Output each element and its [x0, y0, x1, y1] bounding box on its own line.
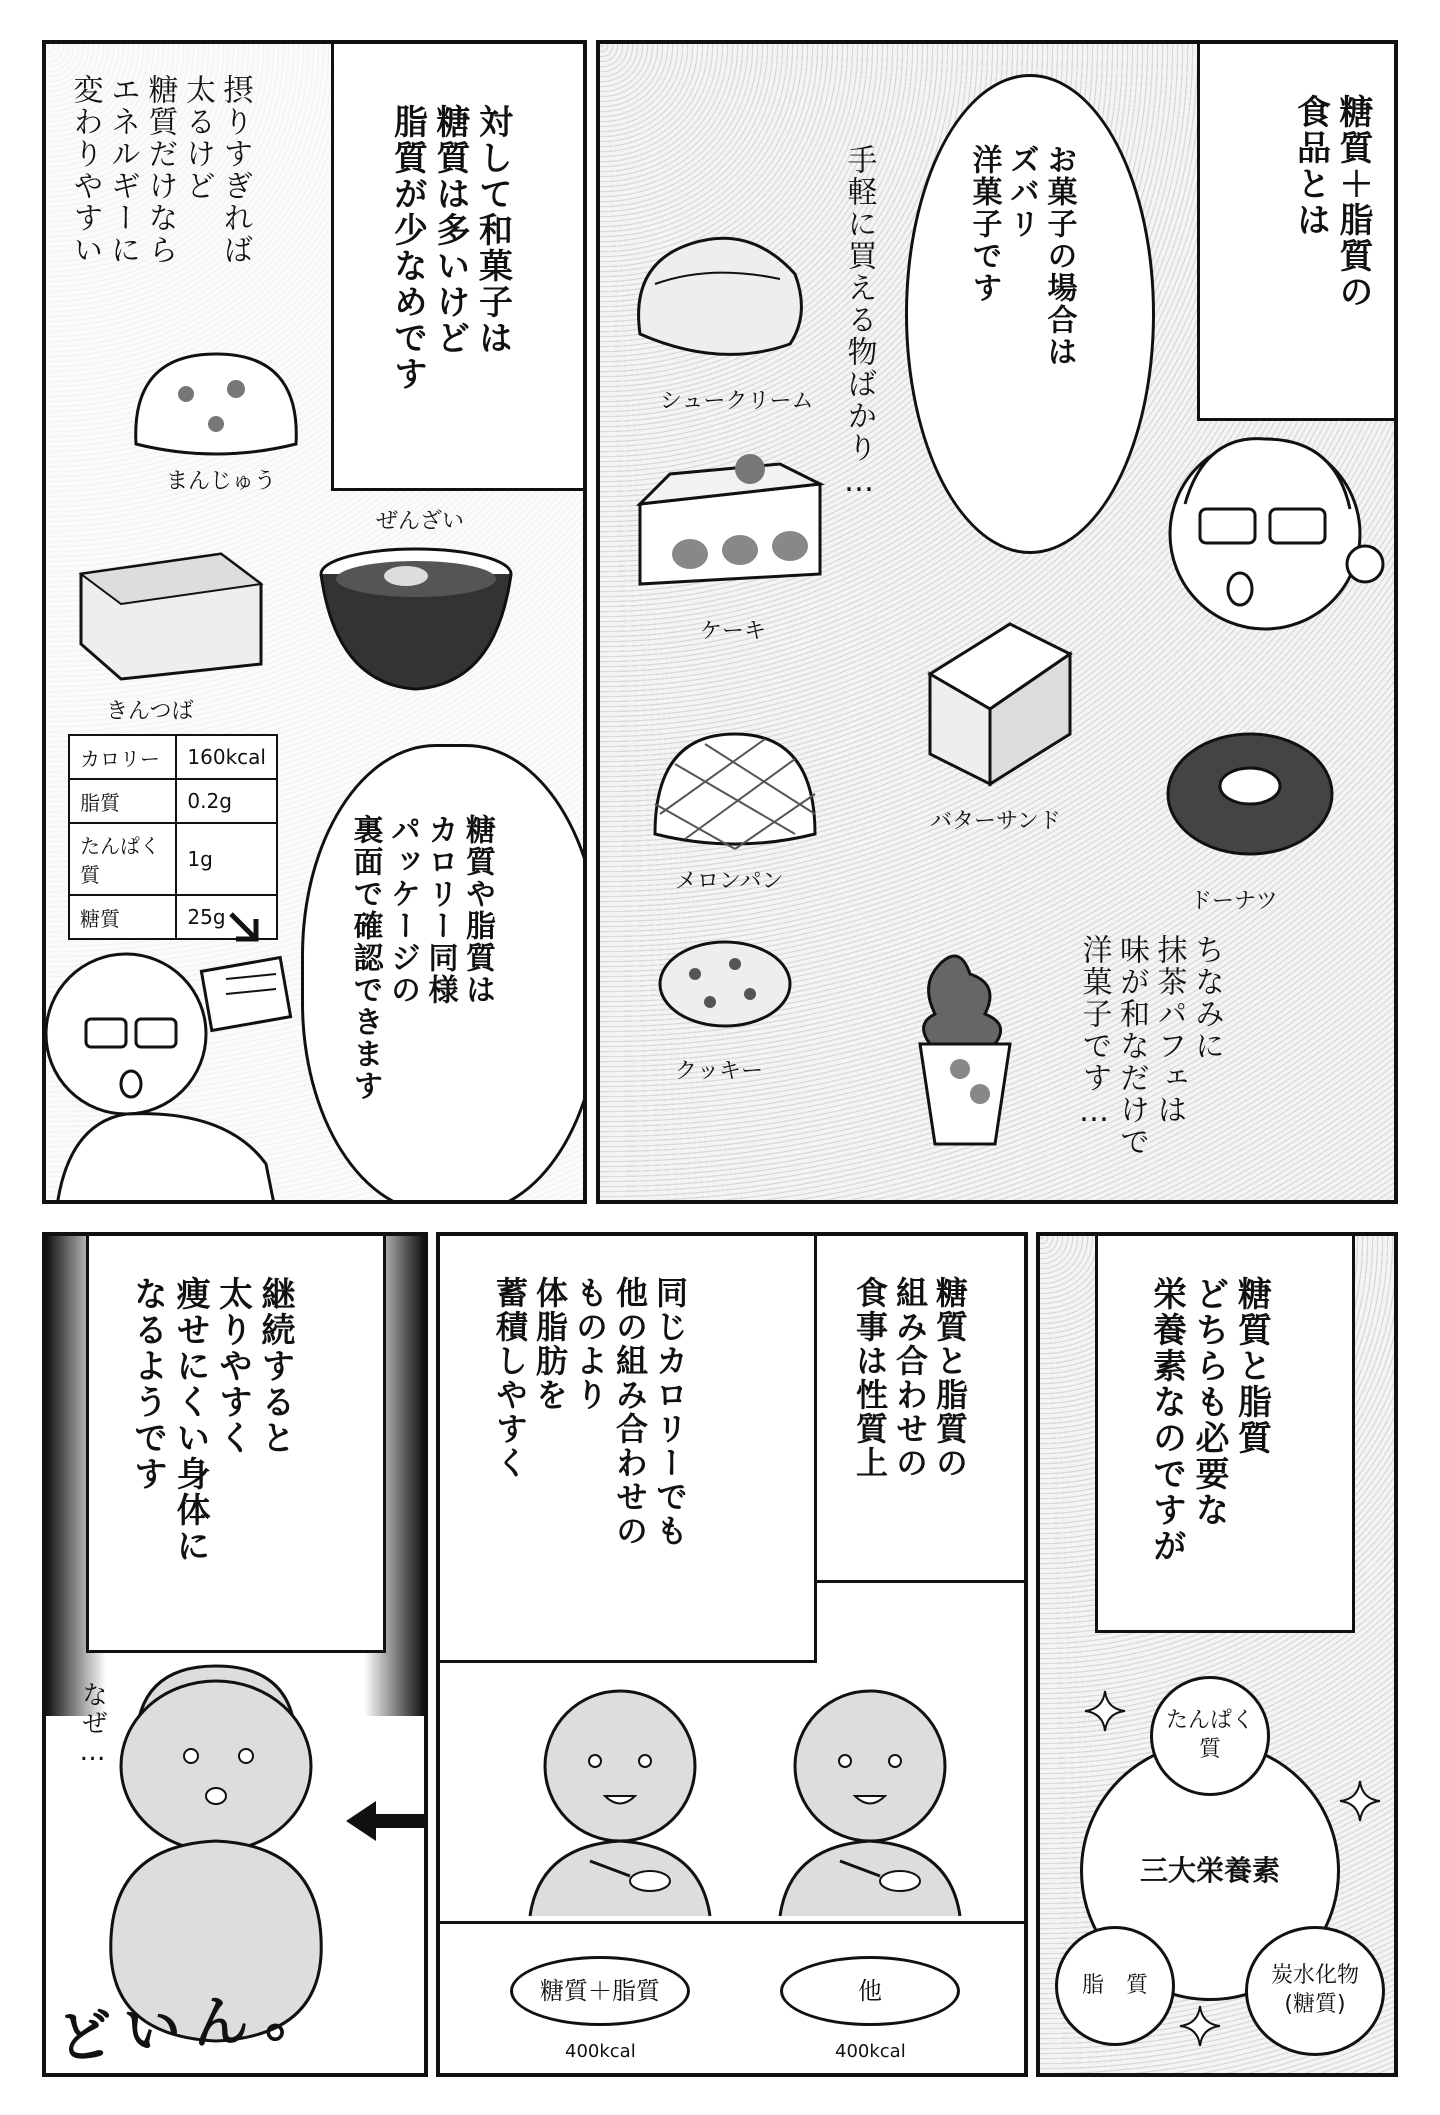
panel-japanese-sweets: [42, 40, 587, 1204]
caption-text-2: 同じカロリーでも 他の組み合わせの ものより 体脂肪を 蓄積しやすく: [491, 1276, 689, 1548]
character-right-eating: [760, 1676, 980, 1916]
label-butter-sandwich: バターサンド: [930, 809, 1061, 834]
label-zenzai: ぜんざい: [376, 509, 465, 534]
character-glasses: [1145, 414, 1385, 644]
label-sugar-fat: 糖質＋脂質: [510, 1956, 690, 2026]
cream-puff-icon: [630, 224, 810, 374]
naze-text: なぜ…: [77, 1681, 108, 1769]
nutrient-carb: 炭水化物 (糖質): [1245, 1926, 1385, 2056]
label-other: 他: [780, 1956, 960, 2026]
zenzai-bowl-icon: [316, 544, 516, 704]
butter-sandwich-icon: [910, 614, 1080, 804]
label-cake: ケーキ: [700, 619, 767, 644]
character-left-eating: [510, 1676, 730, 1916]
panel-gain-weight: [42, 1232, 428, 2077]
cookie-icon: [655, 934, 795, 1034]
kcal-left: 400kcal: [565, 2041, 636, 2062]
caption-text: 糖質＋脂質の 食品とは: [1290, 94, 1373, 310]
sparkle-icon: [1085, 1691, 1125, 1731]
caption-text: 糖質と脂質 どちらも必要な 栄養素なのですが: [1146, 1276, 1272, 1564]
kintsuba-icon: [71, 534, 271, 684]
label-manju: まんじゅう: [166, 469, 277, 494]
arrow-down-icon: [226, 909, 266, 949]
label-cookie: クッキー: [675, 1059, 764, 1084]
table-row: 糖質 25g: [69, 895, 277, 939]
sparkle-icon: [1180, 2006, 1220, 2046]
parfait-note: ちなみに 抹茶パフェは 味が和なだけで 洋菓子です…: [1076, 934, 1224, 1158]
donut-icon: [1160, 724, 1340, 864]
speech-text: お菓子の場合は ズバリ 洋菓子です: [966, 144, 1077, 368]
caption-text-1: 糖質と脂質の 組み合わせの 食事は性質上: [851, 1276, 969, 1480]
caption-text: 対して和菓子は 糖質は多いけど 脂質が少なめです: [387, 104, 513, 392]
table-row: たんぱく質 1g: [69, 823, 277, 895]
caption-text: 継続すると 太りやすく 痩せにくい身体に なるようです: [127, 1276, 295, 1564]
sparkle-icon: [1340, 1781, 1380, 1821]
label-melon-bread: メロンパン: [675, 869, 784, 894]
panel-three-nutrients: [1036, 1232, 1398, 2077]
melon-bread-icon: [645, 724, 825, 864]
cake-icon: [630, 454, 830, 604]
label-donut: ドーナツ: [1190, 889, 1278, 914]
side-note: 手軽に買える物ばかり…: [841, 144, 877, 501]
side-note: 摂りすぎれば 太るけど 糖質だけなら エネルギーに 変わりやすい: [67, 74, 253, 266]
panel-same-calories: [436, 1232, 1028, 2077]
table-row: カロリー 160kcal: [69, 735, 277, 779]
arrow-left-icon: [346, 1796, 428, 1846]
speech-text: 糖質や脂質は カロリー同様 パッケージの 裏面で確認できます: [347, 814, 495, 1102]
character-reading-package: [46, 924, 326, 1204]
label-kintsuba: きんつば: [106, 699, 194, 724]
nutrient-protein: たんぱく 質: [1150, 1676, 1270, 1796]
center-label: 三大栄養素: [1139, 1853, 1280, 1887]
table-row: 脂質 0.2g: [69, 779, 277, 823]
nutrient-fat: 脂 質: [1055, 1926, 1175, 2046]
label-cream-puff: シュークリーム: [660, 389, 814, 414]
sfx-text: どいん。: [53, 1978, 335, 2073]
panel-western-sweets: [596, 40, 1398, 1204]
matcha-parfait-icon: [900, 944, 1030, 1154]
manju-icon: [126, 344, 306, 464]
kcal-right: 400kcal: [835, 2041, 906, 2062]
